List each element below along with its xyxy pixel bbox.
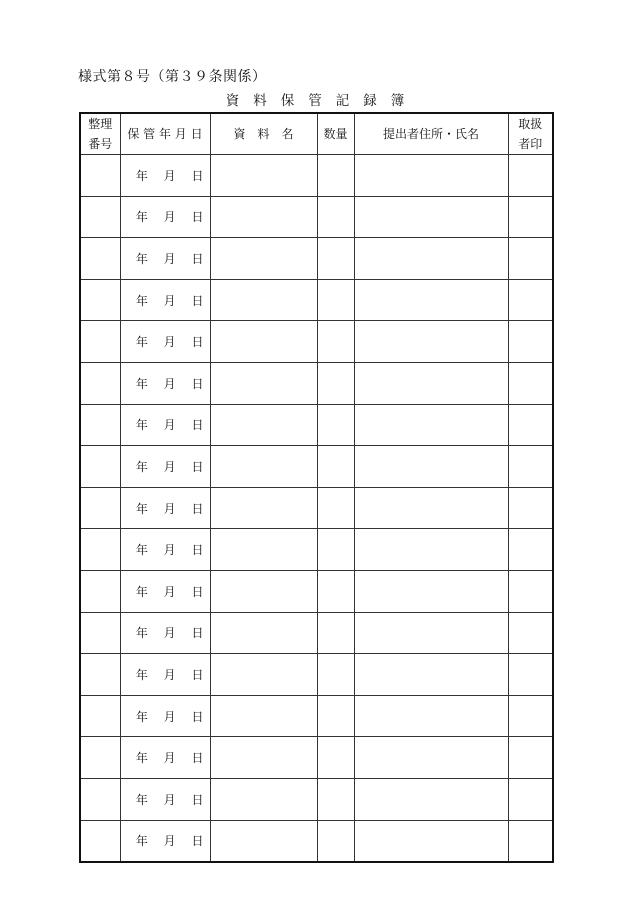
record-table xyxy=(79,112,554,863)
cell-shiryo-mei[interactable] xyxy=(210,155,317,197)
cell-seiri-bango[interactable] xyxy=(80,279,120,321)
cell-suryo[interactable] xyxy=(317,321,354,363)
cell-seiri-bango[interactable] xyxy=(80,321,120,363)
column-header-line: 数量 xyxy=(323,127,348,141)
cell-toriatsukai[interactable] xyxy=(508,529,553,571)
cell-shiryo-mei[interactable] xyxy=(210,362,317,404)
cell-seiri-bango[interactable] xyxy=(80,529,120,571)
cell-toriatsukai[interactable] xyxy=(508,362,553,404)
cell-toriatsukai[interactable] xyxy=(508,612,553,654)
column-header-line: 取扱 xyxy=(518,117,543,131)
cell-hokan-date[interactable]: 年 月 日 xyxy=(120,820,210,862)
cell-seiri-bango[interactable] xyxy=(80,612,120,654)
cell-hokan-date[interactable]: 年 月 日 xyxy=(120,778,210,820)
table-row xyxy=(80,362,553,404)
cell-shiryo-mei[interactable] xyxy=(210,279,317,321)
table-header-row xyxy=(80,113,553,155)
table-row xyxy=(80,737,553,779)
cell-toriatsukai[interactable] xyxy=(508,446,553,488)
cell-toriatsukai[interactable] xyxy=(508,238,553,280)
cell-toriatsukai[interactable] xyxy=(508,695,553,737)
cell-suryo[interactable] xyxy=(317,155,354,197)
cell-suryo[interactable] xyxy=(317,446,354,488)
cell-teishutsusha[interactable] xyxy=(354,238,508,280)
cell-seiri-bango[interactable] xyxy=(80,820,120,862)
cell-shiryo-mei[interactable] xyxy=(210,529,317,571)
column-header-line: 番号 xyxy=(88,137,113,151)
cell-hokan-date[interactable]: 年 月 日 xyxy=(120,321,210,363)
table-row xyxy=(80,695,553,737)
cell-teishutsusha[interactable] xyxy=(354,155,508,197)
column-header-line: 保 管 年 月 日 xyxy=(127,127,203,141)
cell-hokan-date[interactable]: 年 月 日 xyxy=(120,196,210,238)
cell-hokan-date[interactable]: 年 月 日 xyxy=(120,612,210,654)
cell-teishutsusha[interactable] xyxy=(354,196,508,238)
cell-teishutsusha[interactable] xyxy=(354,654,508,696)
cell-toriatsukai[interactable] xyxy=(508,155,553,197)
cell-hokan-date[interactable]: 年 月 日 xyxy=(120,695,210,737)
cell-teishutsusha[interactable] xyxy=(354,778,508,820)
table-row xyxy=(80,529,553,571)
cell-seiri-bango[interactable] xyxy=(80,487,120,529)
cell-seiri-bango[interactable] xyxy=(80,155,120,197)
table-row xyxy=(80,196,553,238)
cell-teishutsusha[interactable] xyxy=(354,362,508,404)
cell-shiryo-mei[interactable] xyxy=(210,737,317,779)
table-row xyxy=(80,238,553,280)
column-header-text xyxy=(355,124,508,144)
cell-suryo[interactable] xyxy=(317,362,354,404)
column-header-seiri-bango xyxy=(80,113,120,155)
cell-hokan-date[interactable]: 年 月 日 xyxy=(120,362,210,404)
cell-seiri-bango[interactable] xyxy=(80,404,120,446)
table-row xyxy=(80,321,553,363)
column-header-text xyxy=(509,114,553,154)
cell-shiryo-mei[interactable] xyxy=(210,321,317,363)
column-header-suryo xyxy=(317,113,354,155)
cell-toriatsukai[interactable] xyxy=(508,196,553,238)
table-row xyxy=(80,654,553,696)
cell-shiryo-mei[interactable] xyxy=(210,196,317,238)
cell-teishutsusha[interactable] xyxy=(354,820,508,862)
cell-toriatsukai[interactable] xyxy=(508,321,553,363)
cell-seiri-bango[interactable] xyxy=(80,737,120,779)
column-header-hokan-date xyxy=(120,113,210,155)
column-header-text xyxy=(81,114,120,154)
cell-suryo[interactable] xyxy=(317,570,354,612)
cell-toriatsukai[interactable] xyxy=(508,737,553,779)
cell-shiryo-mei[interactable] xyxy=(210,570,317,612)
cell-hokan-date[interactable]: 年 月 日 xyxy=(120,155,210,197)
cell-seiri-bango[interactable] xyxy=(80,446,120,488)
cell-seiri-bango[interactable] xyxy=(80,695,120,737)
table-row xyxy=(80,487,553,529)
cell-seiri-bango[interactable] xyxy=(80,778,120,820)
cell-teishutsusha[interactable] xyxy=(354,529,508,571)
cell-shiryo-mei[interactable] xyxy=(210,612,317,654)
cell-suryo[interactable] xyxy=(317,279,354,321)
cell-seiri-bango[interactable] xyxy=(80,362,120,404)
table-row xyxy=(80,279,553,321)
table-row xyxy=(80,612,553,654)
table-row xyxy=(80,570,553,612)
column-header-toriatsukai xyxy=(508,113,553,155)
column-header-line: 提出者住所・氏名 xyxy=(382,127,479,141)
cell-suryo[interactable] xyxy=(317,404,354,446)
cell-teishutsusha[interactable] xyxy=(354,279,508,321)
cell-teishutsusha[interactable] xyxy=(354,446,508,488)
cell-toriatsukai[interactable] xyxy=(508,487,553,529)
cell-teishutsusha[interactable] xyxy=(354,737,508,779)
cell-suryo[interactable] xyxy=(317,196,354,238)
cell-suryo[interactable] xyxy=(317,695,354,737)
cell-suryo[interactable] xyxy=(317,529,354,571)
cell-suryo[interactable] xyxy=(317,820,354,862)
form-number-label: 様式第８号（第３９条関係） xyxy=(78,69,267,85)
cell-hokan-date[interactable]: 年 月 日 xyxy=(120,654,210,696)
cell-toriatsukai[interactable] xyxy=(508,654,553,696)
table-row xyxy=(80,446,553,488)
cell-hokan-date[interactable]: 年 月 日 xyxy=(120,404,210,446)
cell-suryo[interactable] xyxy=(317,238,354,280)
cell-shiryo-mei[interactable] xyxy=(210,404,317,446)
column-header-text xyxy=(318,124,354,144)
cell-seiri-bango[interactable] xyxy=(80,570,120,612)
cell-shiryo-mei[interactable] xyxy=(210,820,317,862)
cell-suryo[interactable] xyxy=(317,612,354,654)
column-header-line: 整理 xyxy=(88,117,113,131)
cell-seiri-bango[interactable] xyxy=(80,196,120,238)
cell-suryo[interactable] xyxy=(317,737,354,779)
table-row xyxy=(80,778,553,820)
cell-shiryo-mei[interactable] xyxy=(210,695,317,737)
cell-teishutsusha[interactable] xyxy=(354,570,508,612)
column-header-line: 資 料 名 xyxy=(233,127,294,141)
column-header-line: 者印 xyxy=(518,137,543,151)
cell-suryo[interactable] xyxy=(317,778,354,820)
cell-toriatsukai[interactable] xyxy=(508,404,553,446)
cell-toriatsukai[interactable] xyxy=(508,778,553,820)
cell-hokan-date[interactable]: 年 月 日 xyxy=(120,238,210,280)
table-row xyxy=(80,155,553,197)
column-header-text xyxy=(121,124,210,144)
form-title: 資料保管記録簿 xyxy=(225,93,419,109)
column-header-teishutsusha xyxy=(354,113,508,155)
cell-hokan-date[interactable]: 年 月 日 xyxy=(120,279,210,321)
cell-seiri-bango[interactable] xyxy=(80,238,120,280)
cell-toriatsukai[interactable] xyxy=(508,820,553,862)
cell-teishutsusha[interactable] xyxy=(354,695,508,737)
cell-hokan-date[interactable]: 年 月 日 xyxy=(120,570,210,612)
cell-shiryo-mei[interactable] xyxy=(210,654,317,696)
cell-shiryo-mei[interactable] xyxy=(210,487,317,529)
cell-suryo[interactable] xyxy=(317,654,354,696)
cell-suryo[interactable] xyxy=(317,487,354,529)
cell-shiryo-mei[interactable] xyxy=(210,778,317,820)
cell-shiryo-mei[interactable] xyxy=(210,238,317,280)
cell-hokan-date[interactable]: 年 月 日 xyxy=(120,737,210,779)
cell-teishutsusha[interactable] xyxy=(354,404,508,446)
cell-hokan-date[interactable]: 年 月 日 xyxy=(120,529,210,571)
table-row xyxy=(80,820,553,862)
cell-toriatsukai[interactable] xyxy=(508,570,553,612)
cell-hokan-date[interactable]: 年 月 日 xyxy=(120,487,210,529)
cell-toriatsukai[interactable] xyxy=(508,279,553,321)
cell-hokan-date[interactable]: 年 月 日 xyxy=(120,446,210,488)
cell-teishutsusha[interactable] xyxy=(354,321,508,363)
column-header-text xyxy=(211,124,317,144)
cell-teishutsusha[interactable] xyxy=(354,612,508,654)
column-header-shiryo-mei xyxy=(210,113,317,155)
cell-shiryo-mei[interactable] xyxy=(210,446,317,488)
cell-seiri-bango[interactable] xyxy=(80,654,120,696)
table-row xyxy=(80,404,553,446)
cell-teishutsusha[interactable] xyxy=(354,487,508,529)
table-body xyxy=(80,155,553,862)
